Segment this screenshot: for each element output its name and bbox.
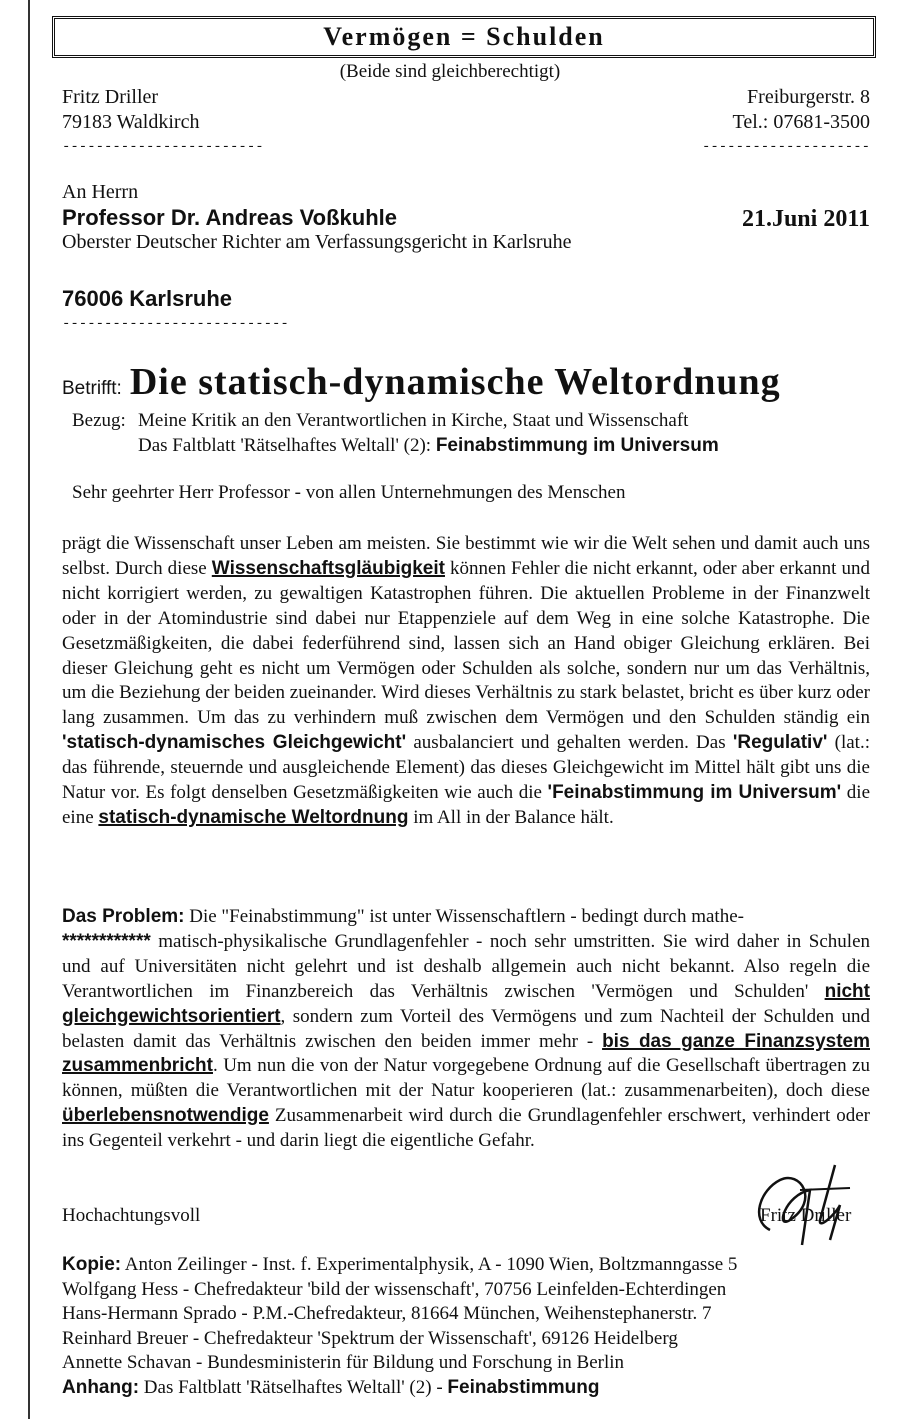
bezug-line2-plain: Das Faltblatt 'Rätselhaftes Weltall' (2): [138,435,436,456]
body-bold-2: 'Regulativ' [732,732,828,754]
sender-phone: Tel.: 07681-3500 [732,111,870,133]
sender-dashes-left: ------------------------ [62,139,264,155]
kopie-line3: Hans-Hermann Sprado - P.M.-Chefredakteur, 81664 München, Weihenstephanerstr. 7 [62,1303,712,1325]
body-paragraph [62,532,870,831]
recipient-salutation-line: An Herrn [62,181,139,203]
body-text-d: (lat.: das führende, steuernde und ausgleichende Element) das dieses Gleichgewicht im Mittel hält gibt uns die Natur vor. Es folgt denselben Gesetzmäßigkeiten wie auch die [62,732,870,804]
sender-name: Fritz Driller [62,86,159,108]
sender-street: Freiburgerstr. 8 [747,86,870,108]
kopie-line2: Wolfgang Hess - Chefredakteur 'bild der wissenschaft', 70756 Leinfelden-Echterdingen [62,1278,727,1300]
sender-address-block [702,85,870,160]
body-text-a: prägt die Wissenschaft unser Leben am meisten. Sie bestimmt wie wir die Welt sehen und damit auch uns selbst. Durch diese [62,533,870,579]
body-underline-1: Wissenschaftsgläubigkeit [211,557,445,579]
problem-text-a: Die "Feinabstimmung" ist unter Wissenschaftlern - bedingt durch mathe- [184,906,744,927]
sender-dashes-right: -------------------- [701,139,870,155]
page-edge-rule [28,0,30,1419]
kopie-line4: Reinhard Breuer - Chefredakteur 'Spektrum der Wissenschaft', 69126 Heidelberg [62,1327,678,1349]
header-title: Vermögen = Schulden [323,22,605,51]
kopie-line5: Annette Schavan - Bundesministerin für Bildung und Forschung in Berlin [62,1352,625,1374]
sender-block [62,85,264,160]
problem-text-b: matisch-physikalische Grundlagenfehler - noch sehr umstritten. Sie wird daher in Schulen und auf Universitäten nicht gelehrt und ist deshalb allgemein auch nicht bekannt. Also regeln die Verantwortlichen im Finanzbereich das Verhältnis zwischen 'Vermögen und Schulden' [62,930,870,1002]
problem-stars: ************ [62,930,151,952]
header-title-box [52,16,876,58]
body-text-e: die eine [62,782,871,828]
closing: Hochachtungsvoll [62,1205,201,1226]
problem-text-c: , sondern zum Vorteil des Vermögens und zum Nachteil der Schulden und belasten damit das Verhältnis zwischen den beiden immer mehr - [62,1005,870,1052]
header-subtitle: (Beide sind gleichberechtigt) [339,61,561,82]
betreff-row [62,360,781,404]
problem-underline-1: nicht gleichgewichtsorientiert [62,980,870,1027]
betreff-label: Betrifft: [62,378,122,399]
salutation: Sehr geehrter Herr Professor - von allen Unternehmungen des Menschen [72,482,626,503]
body-text-c: ausbalanciert und gehalten werden. Das [406,732,733,754]
recipient-city [62,286,289,332]
anhang-bold: Feinabstimmung [447,1376,600,1398]
bezug-label: Bezug: [72,410,126,431]
problem-underline-3: überlebensnotwendige [62,1105,269,1127]
problem-label: Das Problem: [62,906,185,927]
kopie-label: Kopie: [62,1254,122,1275]
problem-text-d: . Um nun die von der Natur vorgegebene Ordnung auf die Gesellschaft übertragen zu können, müßten die Verantwortlichen mit der Natur kooperieren (lat.: zusammenarbeiten), doch diese [62,1055,870,1102]
body-text-b: können Fehler die nicht erkannt, oder aber erkannt und nicht korrigiert werden, zu gewaltigen Katastrophen führen. Die aktuellen Probleme in der Finanzwelt oder in der Atomindustrie sind dabei nur Etappenziele auf dem Weg in eine solche Katastrophe. Die Gesetzmäßigkeiten, die dabei federführend sind, lassen sich an Hand obiger Gleichung erklären. Bei dieser Gleichung geht es nicht um Vermögen oder Schulden als solche, sondern nur um das Verhältnis, um die Beziehung der beiden zueinander. Wird dieses Verhältnis zu stark belastet, bricht es über kurz oder lang zusammen. Um das zu verhindern muß zwischen dem Vermögen und den Schulden ständig ein [62,557,870,729]
recipient-title: Oberster Deutscher Richter am Verfassungsgericht in Karlsruhe [62,231,572,253]
signature-name: Fritz Driller [760,1205,852,1226]
recipient-dashes: --------------------------- [62,316,289,332]
recipient-name: Professor Dr. Andreas Voßkuhle [62,205,397,230]
kopie-line1: Anton Zeilinger - Inst. f. Experimentalphysik, A - 1090 Wien, Boltzmanngasse 5 [121,1254,738,1275]
anhang-text: Das Faltblatt 'Rätselhaftes Weltall' (2) - [139,1376,448,1398]
body-text-f: im All in der Balance hält. [408,806,614,828]
letter-date: 21.Juni 2011 [741,206,870,232]
problem-paragraph [62,905,870,1154]
body-underline-2: statisch-dynamische Weltordnung [98,806,409,828]
anhang-label: Anhang: [62,1376,140,1398]
sender-city: 79183 Waldkirch [62,111,200,133]
problem-text-e: Zusammenarbeit wird durch die Grundlagenfehler erschwert, verhindert oder ins Gegenteil verkehrt - und darin liegt die eigentliche Gefahr. [62,1105,870,1152]
problem-underline-2: bis das ganze Finanzsystem zusammenbricht [62,1030,870,1077]
betreff-title: Die statisch-dynamische Weltordnung [129,361,781,403]
recipient-city-text: 76006 Karlsruhe [62,286,232,311]
bezug-line2-bold: Feinabstimmung im Universum [435,435,719,456]
kopie-block [62,1253,882,1401]
body-bold-1: 'statisch-dynamisches Gleichgewicht' [62,732,407,754]
bezug-block [72,408,719,458]
recipient-block [62,180,571,255]
bezug-line1: Meine Kritik an den Verantwortlichen in Kirche, Staat und Wissenschaft [138,410,689,431]
body-bold-3: 'Feinabstimmung im Universum' [547,782,842,804]
